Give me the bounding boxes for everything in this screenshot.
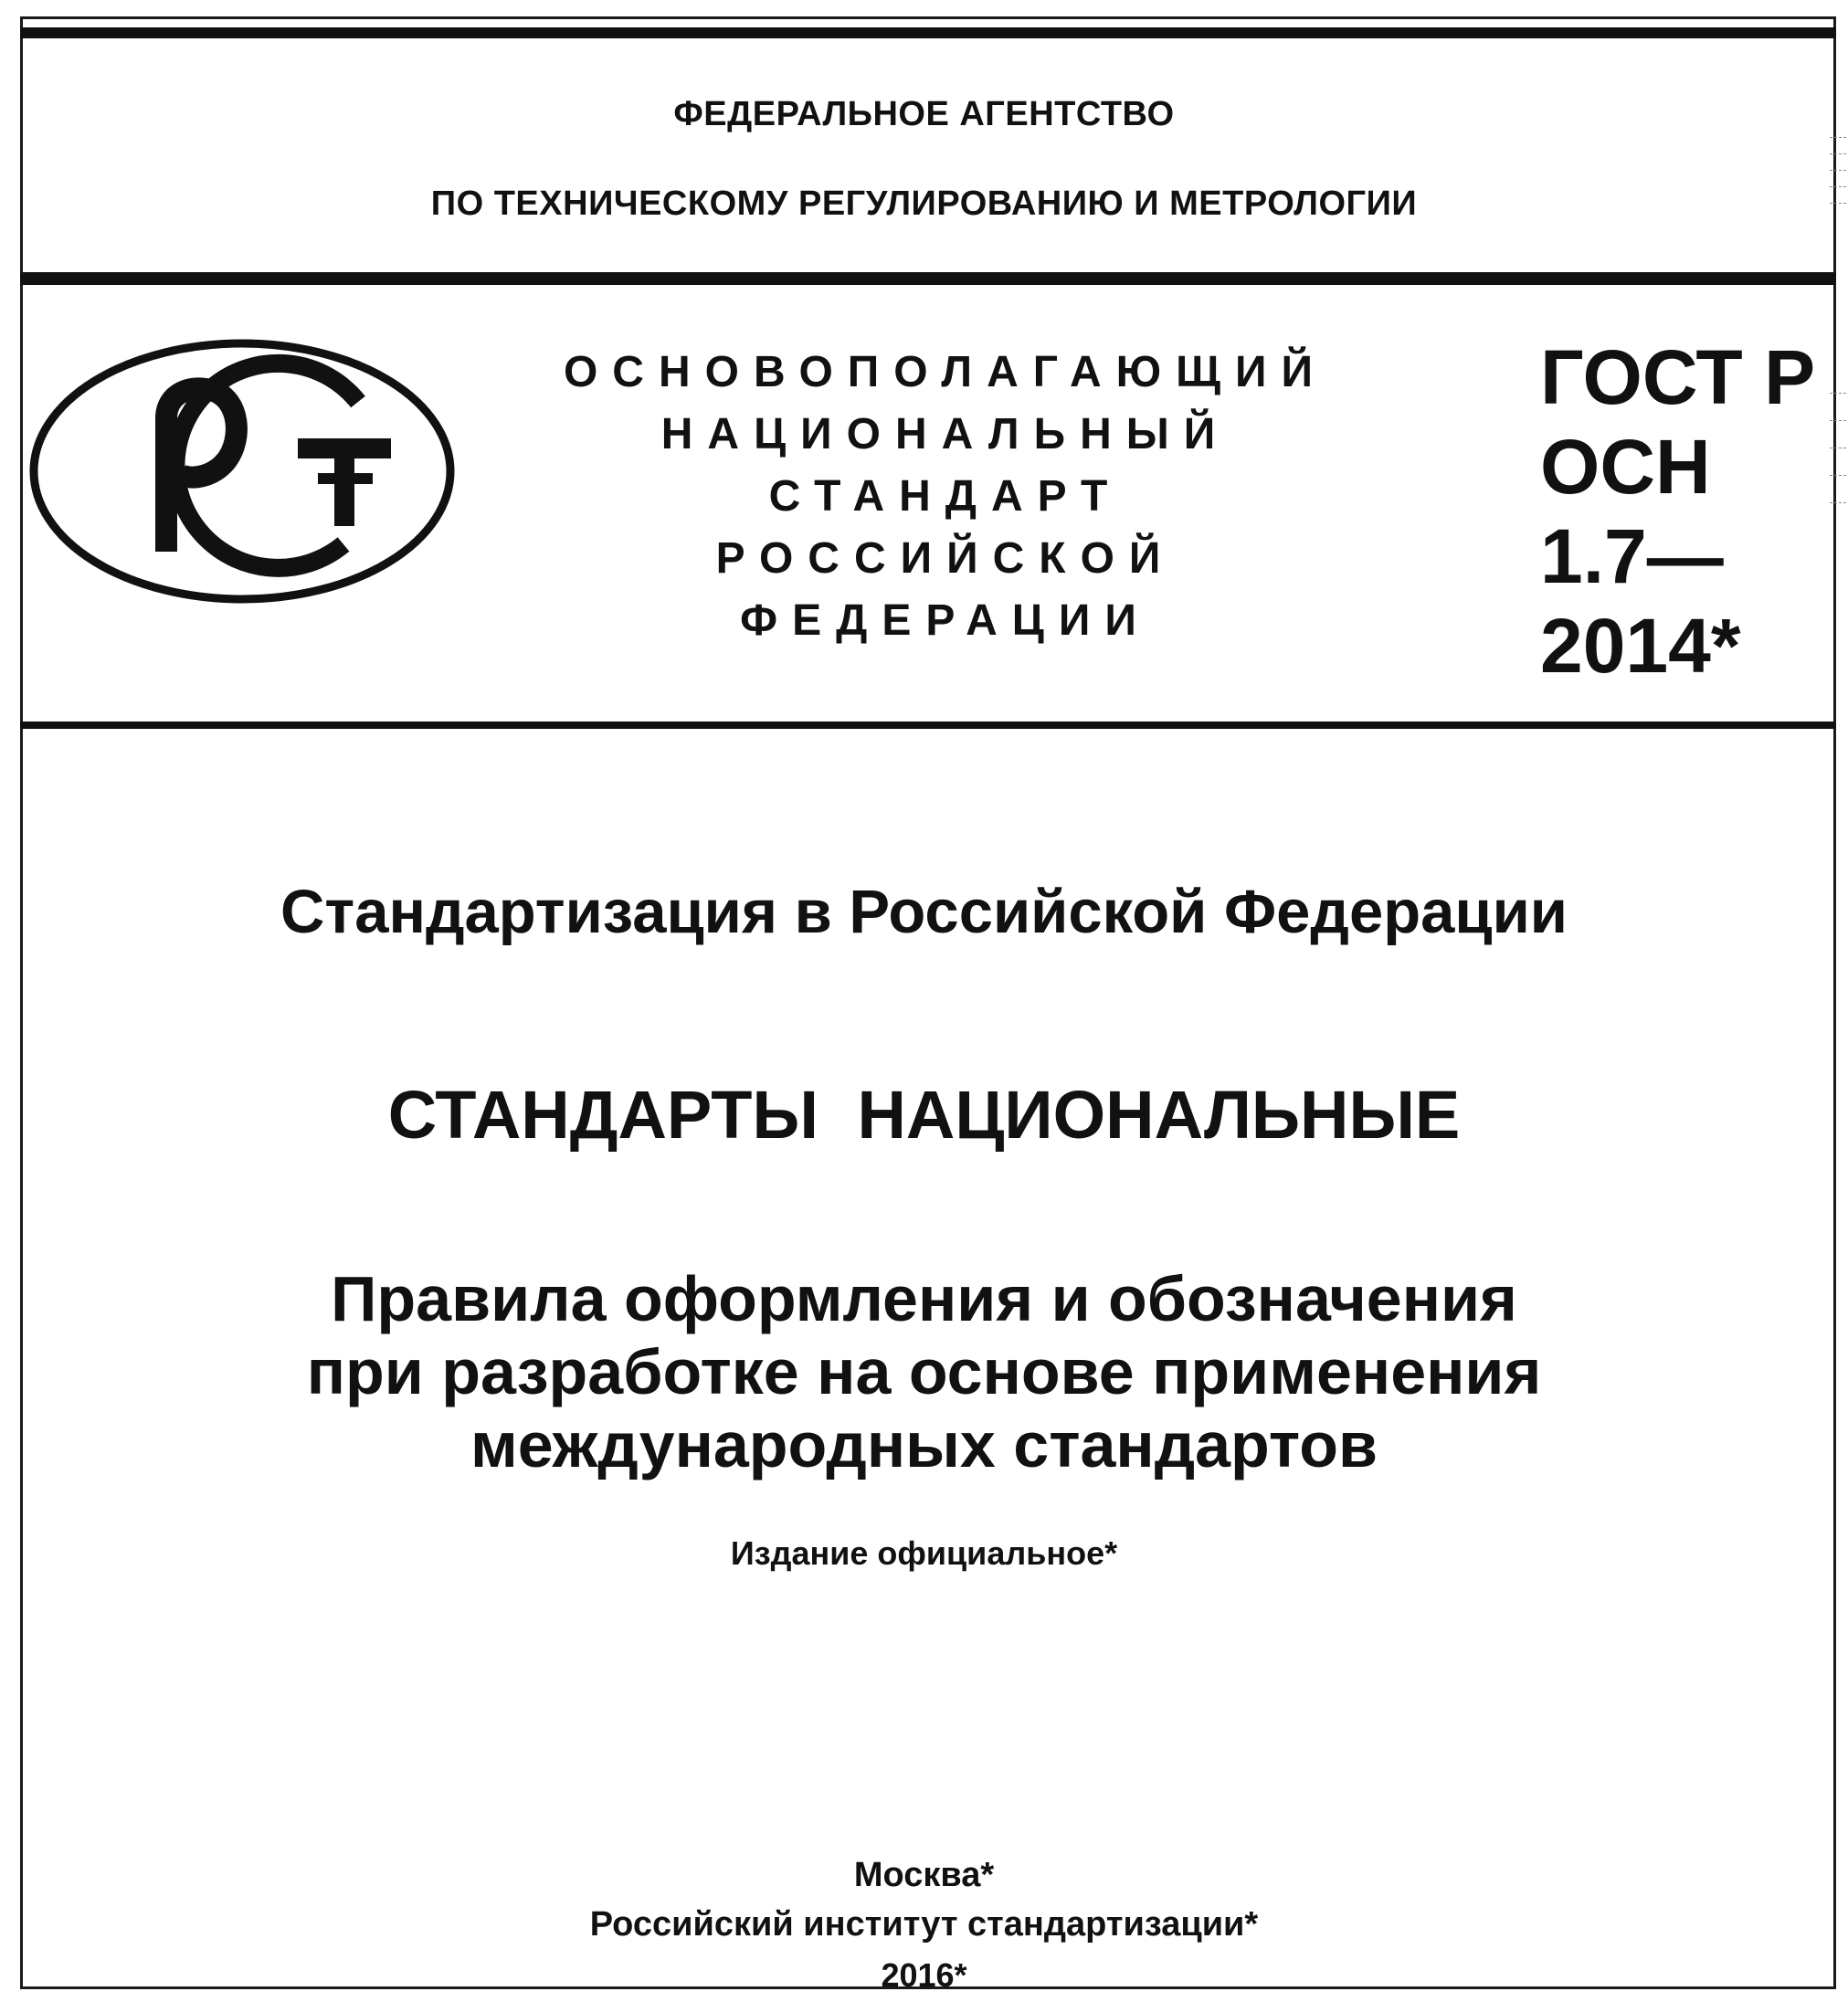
scan-artifact [1830, 186, 1846, 188]
scan-artifact [1830, 203, 1846, 205]
subtitle-line: Правила оформления и обозначения [331, 1263, 1517, 1334]
gost-r-certification-mark-icon [27, 336, 457, 606]
top-divider [20, 27, 1836, 38]
page-border [20, 16, 1836, 1989]
code-line: ОСН [1540, 424, 1711, 510]
scan-artifact [1830, 137, 1846, 139]
edition-note: Издание официальное* [730, 1534, 1118, 1572]
scan-artifact [1830, 420, 1846, 422]
designation-line: ОСНОВОПОЛАГАЮЩИЙ [563, 348, 1328, 396]
scan-artifact [1830, 448, 1846, 449]
subtitle [0, 1262, 1848, 1481]
code-line: 2014* [1540, 603, 1741, 689]
subtitle-line: международных стандартов [470, 1409, 1378, 1480]
title-divider [20, 722, 1836, 729]
scan-artifact [1830, 502, 1846, 504]
standard-designation [548, 342, 1343, 652]
series-title: Стандартизация в Российской Федерации [280, 878, 1568, 946]
publication-city: Москва* [853, 1856, 995, 1894]
code-line: 1.7— [1540, 513, 1724, 599]
designation-line: СТАНДАРТ [768, 472, 1123, 521]
scan-artifact [1830, 153, 1846, 155]
publisher-name: Российский институт стандартизации* [589, 1905, 1259, 1944]
scan-artifact [1830, 393, 1846, 395]
code-line: ГОСТ Р [1540, 334, 1816, 420]
agency-name-line-1: ФЕДЕРАЛЬНОЕ АГЕНТСТВО [673, 95, 1175, 133]
subtitle-line: при разработке на основе применения [306, 1336, 1542, 1407]
designation-line: РОССИЙСКОЙ [715, 534, 1176, 583]
publication-year: 2016* [881, 1956, 967, 1994]
header-divider [20, 272, 1836, 285]
agency-name-line-2: ПО ТЕХНИЧЕСКОМУ РЕГУЛИРОВАНИЮ И МЕТРОЛОГИИ [430, 184, 1418, 223]
main-title: СТАНДАРТЫ НАЦИОНАЛЬНЫЕ [387, 1077, 1461, 1153]
designation-line: ФЕДЕРАЦИИ [740, 596, 1151, 645]
scan-artifact [1830, 170, 1846, 172]
standard-code [1540, 332, 1815, 690]
scan-artifact [1830, 475, 1846, 477]
designation-line: НАЦИОНАЛЬНЫЙ [660, 410, 1230, 458]
